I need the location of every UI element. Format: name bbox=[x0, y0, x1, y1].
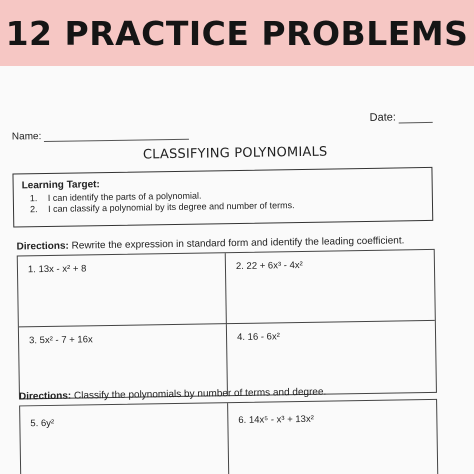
worksheet-page bbox=[0, 66, 474, 474]
banner bbox=[0, 0, 474, 66]
problem-cell: 3. 5x² - 7 + 16x bbox=[19, 324, 228, 398]
date-field bbox=[370, 111, 433, 124]
directions-label: Directions: bbox=[16, 240, 69, 253]
name-field bbox=[12, 129, 190, 143]
banner-title: 12 PRACTICE PROBLEMS bbox=[5, 13, 469, 53]
problem-cell: 2. 22 + 6x³ - 4x² bbox=[226, 250, 435, 324]
directions-text: Classify the polynomials by number of terms and degree. bbox=[71, 386, 327, 402]
worksheet-title: CLASSIFYING POLYNOMIALS bbox=[142, 144, 328, 163]
problem-cell: 4. 16 - 6x² bbox=[236, 331, 280, 344]
date-label: Date: bbox=[369, 111, 397, 124]
target-text: I can classify a polynomial by its degree and number of terms. bbox=[47, 200, 295, 214]
directions-text: Rewrite the expression in standard form and identify the leading coefficient. bbox=[68, 235, 405, 252]
problem-grid-2 bbox=[19, 399, 438, 474]
learning-target-box bbox=[12, 167, 433, 228]
date-line bbox=[399, 113, 433, 124]
learning-target-heading: Learning Target: bbox=[21, 179, 100, 192]
target-text: I can identify the parts of a polynomial. bbox=[47, 190, 202, 203]
problem-cell: 6. 14x⁵ - x³ + 13x² bbox=[238, 413, 314, 426]
worksheet-content bbox=[0, 66, 474, 474]
target-number: 1. bbox=[29, 193, 38, 204]
directions-label: Directions: bbox=[18, 390, 72, 403]
name-line bbox=[44, 131, 189, 142]
target-number: 2. bbox=[29, 204, 38, 215]
name-label: Name: bbox=[11, 131, 42, 143]
problem-cell: 5. 6y² bbox=[20, 403, 229, 474]
problem-cell: 1. 13x - x² + 8 bbox=[18, 253, 227, 327]
problem-grid-1 bbox=[17, 249, 437, 400]
